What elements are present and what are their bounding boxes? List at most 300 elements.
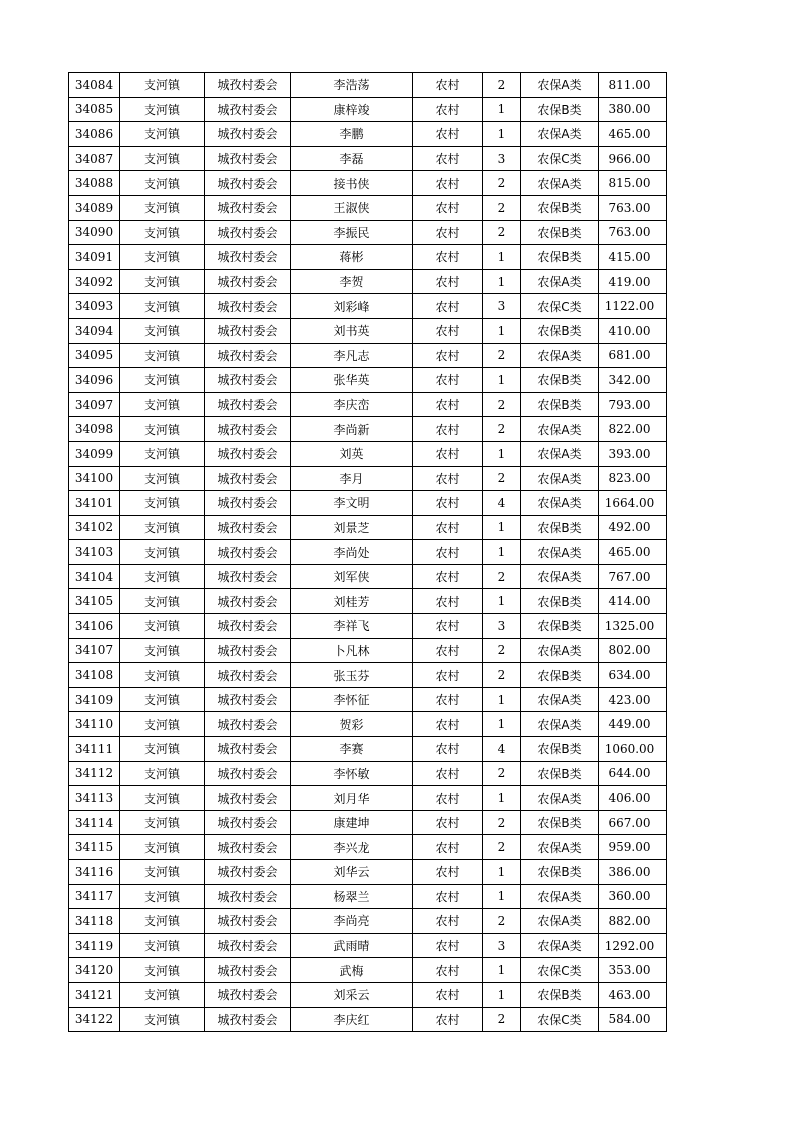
row-village: 城孜村委会	[205, 663, 291, 688]
table-row	[69, 269, 667, 294]
row-type: 农村	[413, 195, 483, 220]
table-row	[69, 195, 667, 220]
table-row	[69, 1007, 667, 1032]
row-type: 农村	[413, 933, 483, 958]
row-type: 农村	[413, 368, 483, 393]
row-amount: 1292.00	[599, 933, 667, 958]
row-count: 2	[483, 1007, 521, 1032]
row-town: 支河镇	[120, 491, 205, 516]
row-category: 农保B类	[521, 195, 599, 220]
row-id: 34087	[69, 146, 120, 171]
row-id: 34094	[69, 318, 120, 343]
row-count: 2	[483, 909, 521, 934]
row-type: 农村	[413, 441, 483, 466]
row-id: 34090	[69, 220, 120, 245]
row-village: 城孜村委会	[205, 318, 291, 343]
table-row	[69, 761, 667, 786]
row-village: 城孜村委会	[205, 884, 291, 909]
row-village: 城孜村委会	[205, 835, 291, 860]
row-count: 3	[483, 146, 521, 171]
row-town: 支河镇	[120, 712, 205, 737]
row-village: 城孜村委会	[205, 761, 291, 786]
row-type: 农村	[413, 860, 483, 885]
row-type: 农村	[413, 958, 483, 983]
row-amount: 802.00	[599, 638, 667, 663]
row-amount: 410.00	[599, 318, 667, 343]
row-category: 农保B类	[521, 368, 599, 393]
row-count: 1	[483, 687, 521, 712]
row-amount: 419.00	[599, 269, 667, 294]
row-town: 支河镇	[120, 1007, 205, 1032]
row-category: 农保B类	[521, 245, 599, 270]
row-type: 农村	[413, 1007, 483, 1032]
row-id: 34103	[69, 540, 120, 565]
row-type: 农村	[413, 220, 483, 245]
row-count: 1	[483, 122, 521, 147]
row-amount: 492.00	[599, 515, 667, 540]
row-id: 34092	[69, 269, 120, 294]
row-id: 34107	[69, 638, 120, 663]
row-amount: 634.00	[599, 663, 667, 688]
row-name: 王淑侠	[291, 195, 413, 220]
row-village: 城孜村委会	[205, 220, 291, 245]
row-name: 刘书英	[291, 318, 413, 343]
row-count: 2	[483, 663, 521, 688]
table-row	[69, 294, 667, 319]
row-town: 支河镇	[120, 294, 205, 319]
row-id: 34118	[69, 909, 120, 934]
row-village: 城孜村委会	[205, 171, 291, 196]
row-count: 2	[483, 73, 521, 98]
row-id: 34114	[69, 810, 120, 835]
row-type: 农村	[413, 687, 483, 712]
row-name: 刘华云	[291, 860, 413, 885]
row-name: 李怀敏	[291, 761, 413, 786]
row-category: 农保A类	[521, 73, 599, 98]
row-category: 农保A类	[521, 269, 599, 294]
row-village: 城孜村委会	[205, 368, 291, 393]
row-town: 支河镇	[120, 687, 205, 712]
row-town: 支河镇	[120, 195, 205, 220]
row-category: 农保B类	[521, 220, 599, 245]
row-name: 李磊	[291, 146, 413, 171]
row-type: 农村	[413, 810, 483, 835]
row-town: 支河镇	[120, 146, 205, 171]
row-category: 农保A类	[521, 441, 599, 466]
row-amount: 386.00	[599, 860, 667, 885]
row-id: 34102	[69, 515, 120, 540]
row-amount: 1122.00	[599, 294, 667, 319]
row-town: 支河镇	[120, 73, 205, 98]
row-id: 34117	[69, 884, 120, 909]
row-type: 农村	[413, 712, 483, 737]
row-town: 支河镇	[120, 245, 205, 270]
row-amount: 763.00	[599, 220, 667, 245]
row-id: 34095	[69, 343, 120, 368]
row-id: 34091	[69, 245, 120, 270]
row-id: 34106	[69, 614, 120, 639]
row-type: 农村	[413, 884, 483, 909]
row-village: 城孜村委会	[205, 73, 291, 98]
row-id: 34088	[69, 171, 120, 196]
row-name: 李尚处	[291, 540, 413, 565]
table-row	[69, 515, 667, 540]
row-village: 城孜村委会	[205, 786, 291, 811]
row-amount: 414.00	[599, 589, 667, 614]
table-row	[69, 245, 667, 270]
row-count: 1	[483, 860, 521, 885]
row-name: 李文明	[291, 491, 413, 516]
row-name: 李兴龙	[291, 835, 413, 860]
row-category: 农保B类	[521, 810, 599, 835]
row-amount: 353.00	[599, 958, 667, 983]
row-town: 支河镇	[120, 663, 205, 688]
row-type: 农村	[413, 909, 483, 934]
row-category: 农保B类	[521, 589, 599, 614]
row-name: 贺彩	[291, 712, 413, 737]
row-name: 李庆红	[291, 1007, 413, 1032]
row-count: 1	[483, 269, 521, 294]
row-village: 城孜村委会	[205, 933, 291, 958]
row-id: 34113	[69, 786, 120, 811]
row-type: 农村	[413, 97, 483, 122]
row-name: 接书侠	[291, 171, 413, 196]
row-village: 城孜村委会	[205, 982, 291, 1007]
row-village: 城孜村委会	[205, 958, 291, 983]
row-amount: 966.00	[599, 146, 667, 171]
row-category: 农保A类	[521, 638, 599, 663]
row-id: 34115	[69, 835, 120, 860]
row-village: 城孜村委会	[205, 737, 291, 762]
row-name: 刘彩峰	[291, 294, 413, 319]
row-town: 支河镇	[120, 368, 205, 393]
row-name: 张华英	[291, 368, 413, 393]
row-id: 34116	[69, 860, 120, 885]
row-amount: 822.00	[599, 417, 667, 442]
row-town: 支河镇	[120, 417, 205, 442]
row-category: 农保B类	[521, 737, 599, 762]
row-town: 支河镇	[120, 958, 205, 983]
row-category: 农保A类	[521, 540, 599, 565]
table-row	[69, 884, 667, 909]
row-name: 李振民	[291, 220, 413, 245]
row-name: 李尚新	[291, 417, 413, 442]
row-amount: 342.00	[599, 368, 667, 393]
row-count: 2	[483, 810, 521, 835]
row-id: 34084	[69, 73, 120, 98]
table-row	[69, 835, 667, 860]
row-count: 2	[483, 171, 521, 196]
row-id: 34101	[69, 491, 120, 516]
row-amount: 1060.00	[599, 737, 667, 762]
table-row	[69, 589, 667, 614]
row-village: 城孜村委会	[205, 294, 291, 319]
row-count: 2	[483, 761, 521, 786]
row-amount: 644.00	[599, 761, 667, 786]
table-row	[69, 146, 667, 171]
row-name: 武梅	[291, 958, 413, 983]
row-id: 34111	[69, 737, 120, 762]
row-type: 农村	[413, 589, 483, 614]
row-count: 1	[483, 958, 521, 983]
row-town: 支河镇	[120, 860, 205, 885]
row-id: 34085	[69, 97, 120, 122]
row-village: 城孜村委会	[205, 441, 291, 466]
row-count: 2	[483, 195, 521, 220]
table-row	[69, 122, 667, 147]
row-town: 支河镇	[120, 737, 205, 762]
row-count: 3	[483, 614, 521, 639]
row-village: 城孜村委会	[205, 712, 291, 737]
row-id: 34086	[69, 122, 120, 147]
row-type: 农村	[413, 614, 483, 639]
row-village: 城孜村委会	[205, 97, 291, 122]
row-category: 农保C类	[521, 294, 599, 319]
table-row	[69, 663, 667, 688]
row-town: 支河镇	[120, 122, 205, 147]
row-name: 刘军侠	[291, 564, 413, 589]
row-count: 2	[483, 343, 521, 368]
table-row	[69, 318, 667, 343]
row-category: 农保A类	[521, 884, 599, 909]
table-row	[69, 441, 667, 466]
row-count: 1	[483, 368, 521, 393]
row-amount: 667.00	[599, 810, 667, 835]
row-name: 李赛	[291, 737, 413, 762]
row-id: 34104	[69, 564, 120, 589]
row-count: 1	[483, 318, 521, 343]
row-type: 农村	[413, 146, 483, 171]
row-count: 1	[483, 540, 521, 565]
row-village: 城孜村委会	[205, 638, 291, 663]
row-name: 刘景芝	[291, 515, 413, 540]
table-row	[69, 564, 667, 589]
row-town: 支河镇	[120, 835, 205, 860]
row-village: 城孜村委会	[205, 589, 291, 614]
row-category: 农保A类	[521, 687, 599, 712]
row-type: 农村	[413, 294, 483, 319]
row-type: 农村	[413, 540, 483, 565]
row-type: 农村	[413, 786, 483, 811]
row-type: 农村	[413, 491, 483, 516]
row-town: 支河镇	[120, 318, 205, 343]
row-village: 城孜村委会	[205, 146, 291, 171]
row-name: 李鹏	[291, 122, 413, 147]
row-name: 刘英	[291, 441, 413, 466]
row-amount: 811.00	[599, 73, 667, 98]
row-town: 支河镇	[120, 638, 205, 663]
row-town: 支河镇	[120, 884, 205, 909]
row-town: 支河镇	[120, 97, 205, 122]
row-type: 农村	[413, 564, 483, 589]
row-name: 张玉芬	[291, 663, 413, 688]
table-row	[69, 909, 667, 934]
row-amount: 815.00	[599, 171, 667, 196]
row-village: 城孜村委会	[205, 343, 291, 368]
row-count: 1	[483, 982, 521, 1007]
row-type: 农村	[413, 835, 483, 860]
row-id: 34121	[69, 982, 120, 1007]
row-type: 农村	[413, 392, 483, 417]
table-row	[69, 417, 667, 442]
row-count: 1	[483, 589, 521, 614]
row-town: 支河镇	[120, 392, 205, 417]
row-town: 支河镇	[120, 761, 205, 786]
row-category: 农保B类	[521, 392, 599, 417]
row-category: 农保C类	[521, 958, 599, 983]
row-category: 农保A类	[521, 122, 599, 147]
row-town: 支河镇	[120, 466, 205, 491]
row-village: 城孜村委会	[205, 810, 291, 835]
row-village: 城孜村委会	[205, 392, 291, 417]
row-amount: 959.00	[599, 835, 667, 860]
row-name: 李怀征	[291, 687, 413, 712]
table-row	[69, 958, 667, 983]
row-count: 1	[483, 515, 521, 540]
table-row	[69, 368, 667, 393]
table-row	[69, 737, 667, 762]
row-id: 34100	[69, 466, 120, 491]
row-village: 城孜村委会	[205, 909, 291, 934]
row-count: 2	[483, 835, 521, 860]
table-row	[69, 392, 667, 417]
row-category: 农保B类	[521, 614, 599, 639]
row-amount: 1325.00	[599, 614, 667, 639]
row-name: 卜凡林	[291, 638, 413, 663]
row-count: 3	[483, 933, 521, 958]
row-id: 34122	[69, 1007, 120, 1032]
row-village: 城孜村委会	[205, 687, 291, 712]
row-type: 农村	[413, 982, 483, 1007]
row-village: 城孜村委会	[205, 269, 291, 294]
row-name: 杨翠兰	[291, 884, 413, 909]
table-row	[69, 638, 667, 663]
row-category: 农保A类	[521, 491, 599, 516]
row-type: 农村	[413, 466, 483, 491]
row-category: 农保A类	[521, 564, 599, 589]
row-category: 农保A类	[521, 835, 599, 860]
table-row	[69, 466, 667, 491]
table-row	[69, 73, 667, 98]
row-village: 城孜村委会	[205, 860, 291, 885]
row-town: 支河镇	[120, 589, 205, 614]
row-count: 1	[483, 712, 521, 737]
row-type: 农村	[413, 417, 483, 442]
row-village: 城孜村委会	[205, 515, 291, 540]
row-town: 支河镇	[120, 810, 205, 835]
row-type: 农村	[413, 245, 483, 270]
row-amount: 1664.00	[599, 491, 667, 516]
row-town: 支河镇	[120, 269, 205, 294]
row-village: 城孜村委会	[205, 466, 291, 491]
row-town: 支河镇	[120, 540, 205, 565]
row-category: 农保B类	[521, 860, 599, 885]
row-village: 城孜村委会	[205, 1007, 291, 1032]
row-name: 李庆峦	[291, 392, 413, 417]
row-amount: 463.00	[599, 982, 667, 1007]
row-town: 支河镇	[120, 982, 205, 1007]
row-category: 农保B类	[521, 761, 599, 786]
row-id: 34120	[69, 958, 120, 983]
row-village: 城孜村委会	[205, 540, 291, 565]
row-amount: 465.00	[599, 122, 667, 147]
row-name: 李贺	[291, 269, 413, 294]
row-town: 支河镇	[120, 564, 205, 589]
row-type: 农村	[413, 761, 483, 786]
row-count: 3	[483, 294, 521, 319]
row-type: 农村	[413, 737, 483, 762]
row-type: 农村	[413, 122, 483, 147]
row-amount: 882.00	[599, 909, 667, 934]
row-town: 支河镇	[120, 343, 205, 368]
table-row	[69, 171, 667, 196]
row-name: 李浩荡	[291, 73, 413, 98]
row-id: 34093	[69, 294, 120, 319]
row-amount: 584.00	[599, 1007, 667, 1032]
row-amount: 415.00	[599, 245, 667, 270]
row-count: 2	[483, 638, 521, 663]
row-type: 农村	[413, 343, 483, 368]
row-id: 34119	[69, 933, 120, 958]
row-count: 4	[483, 737, 521, 762]
row-count: 1	[483, 245, 521, 270]
row-id: 34098	[69, 417, 120, 442]
row-village: 城孜村委会	[205, 564, 291, 589]
row-name: 蒋彬	[291, 245, 413, 270]
row-amount: 767.00	[599, 564, 667, 589]
row-count: 4	[483, 491, 521, 516]
row-id: 34110	[69, 712, 120, 737]
roster-body	[69, 73, 667, 1032]
row-type: 农村	[413, 663, 483, 688]
row-amount: 681.00	[599, 343, 667, 368]
row-amount: 393.00	[599, 441, 667, 466]
row-type: 农村	[413, 171, 483, 196]
table-row	[69, 933, 667, 958]
row-town: 支河镇	[120, 171, 205, 196]
row-town: 支河镇	[120, 786, 205, 811]
table-row	[69, 860, 667, 885]
row-village: 城孜村委会	[205, 122, 291, 147]
row-category: 农保B类	[521, 97, 599, 122]
table-row	[69, 712, 667, 737]
row-id: 34112	[69, 761, 120, 786]
row-category: 农保A类	[521, 712, 599, 737]
row-village: 城孜村委会	[205, 417, 291, 442]
row-name: 李月	[291, 466, 413, 491]
row-village: 城孜村委会	[205, 195, 291, 220]
row-count: 1	[483, 441, 521, 466]
row-name: 武雨晴	[291, 933, 413, 958]
row-category: 农保A类	[521, 786, 599, 811]
row-id: 34109	[69, 687, 120, 712]
table-row	[69, 982, 667, 1007]
row-count: 2	[483, 466, 521, 491]
row-amount: 449.00	[599, 712, 667, 737]
row-category: 农保B类	[521, 982, 599, 1007]
table-row	[69, 491, 667, 516]
table-row	[69, 97, 667, 122]
row-amount: 823.00	[599, 466, 667, 491]
row-count: 1	[483, 884, 521, 909]
row-category: 农保C类	[521, 146, 599, 171]
row-amount: 763.00	[599, 195, 667, 220]
row-category: 农保A类	[521, 417, 599, 442]
row-name: 李尚亮	[291, 909, 413, 934]
row-category: 农保A类	[521, 933, 599, 958]
row-village: 城孜村委会	[205, 491, 291, 516]
row-town: 支河镇	[120, 515, 205, 540]
